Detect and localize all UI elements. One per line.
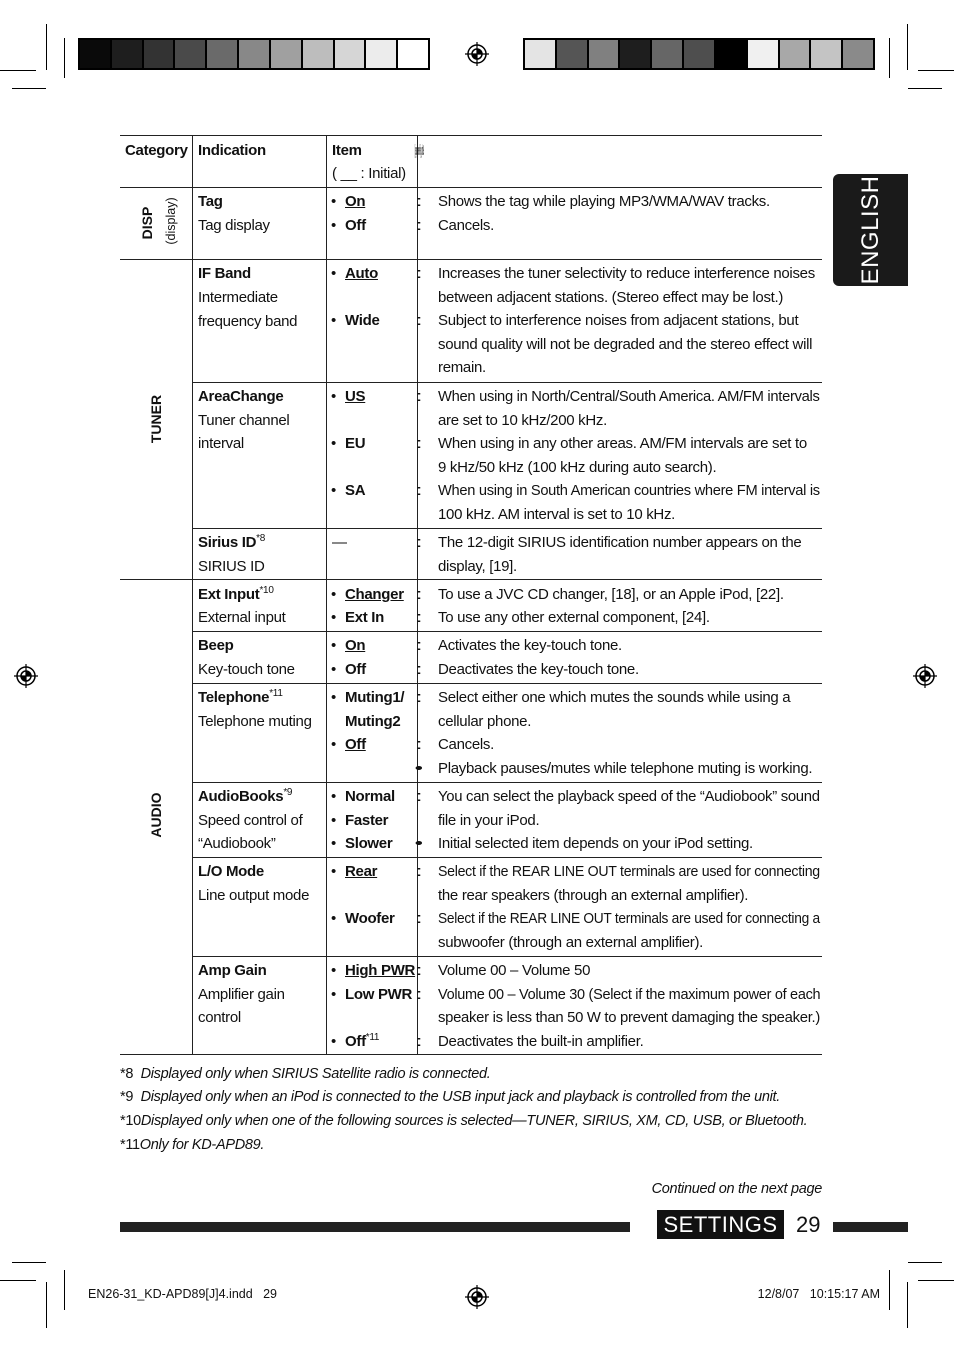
audiobooks-setting: You can select the playback speed of the “Audiobook” sound: [438, 788, 820, 805]
slug-timestamp: 12/8/07 10:15:17 AM: [757, 1287, 880, 1301]
ampgain-name: Amp Gain: [198, 962, 267, 979]
audiobooks-setting: file in your iPod.: [438, 812, 540, 829]
crop-mark: [889, 38, 890, 78]
color-swatch: [239, 40, 271, 68]
areachange-item-us: US: [345, 388, 366, 405]
color-swatch: [271, 40, 303, 68]
color-swatch: [811, 40, 843, 68]
crop-mark: [12, 1262, 46, 1263]
color-swatch: [207, 40, 239, 68]
crop-mark: [0, 70, 36, 71]
ifband-name: IF Band: [198, 265, 251, 282]
tag-desc: Tag display: [198, 217, 270, 234]
header-item: Item: [332, 142, 362, 159]
crop-mark: [907, 24, 908, 70]
color-bar-right: [523, 38, 875, 70]
registration-mark-icon: [913, 664, 937, 688]
footer-rule: [120, 1222, 630, 1232]
header-indication: Indication: [198, 142, 266, 159]
color-swatch: [748, 40, 780, 68]
category-tuner: TUNER: [148, 394, 164, 444]
ifband-desc: Intermediate: [198, 289, 278, 306]
crop-mark: [46, 24, 47, 70]
crop-mark: [889, 1270, 890, 1310]
extinput-desc: External input: [198, 609, 286, 626]
ifband-setting-auto: Increases the tuner selectivity to reduce interference noises: [438, 265, 815, 282]
language-tab: [833, 174, 908, 286]
footnote: *10Displayed only when one of the following sources is selected—TUNER, SIRIUS, XM, CD, USB, or Bluetooth.: [120, 1113, 808, 1129]
color-swatch: [843, 40, 873, 68]
settings-table: Category Indication Item ( __ : Initial) Setting, [reference page] DISP (display) TUNER AUDIO Tag Tag display • On • Off : Shows the tag while playing MP3/WMA/WAV tracks. : Cancels. IF Band Intermediate frequency band • Auto • Wide : Increases the tuner selectivity to reduce interference noises between adjacent stations. (Stereo effect may be lost.) : Subject to interference noises from adjacent stations, but sound quality will not be degraded and the stereo effect will remain. AreaChange Tuner channel interval • US • EU • SA : When using in North/Central/South America. AM/FM intervals are set to 10 kHz/200 kHz. : When using in any other areas. AM/FM intervals are set to 9 kHz/50 kHz (100 kHz during auto search). : When using in South American countries where FM interval is 100 kHz. AM interval is set to 10 kHz. Sirius ID$^{*8}$ SIRIUS ID — : The 12-digit SIRIUS identification number appears on the display, [19]. Ext Input$^{*10}$ External input • Changer • Ext In : To use a JVC CD changer, [18], or an Apple iPod, [22]. : To use any other external component, [24]. Beep Key-touch tone • On • Off : Activates the key-touch tone. : Deactivates the key-touch tone. Telephone$^{*11}$ Telephone muting • Muting1/ Muting2 • Off : Select either one which mutes the sounds while using a cellular phone. : Cancels. • Playback pauses/mutes while telephone muting is working. AudioBooks$^{*9}$ Speed control of “Audiobook” • Normal • Faster • Slower : You can select the playback speed of the “Audiobook” sound file in your iPod. • Initial selected item depends on your iPod setting. L/O Mode Line output mode • Rear • Woofer : Select if the REAR LINE OUT terminals are used for connecting the rear speakers (through an external amplifier). : Select if the REAR LINE OUT terminals are used for connecting a subwoofer (through an external amplifier). Amp Gain Amplifier gain control • High PWR • Low PWR • Off$^{*11}$ : Volume 00 – Volume 50 : Volume 00 – Volume 30 (Select if the maximum power of each speaker is less than 50 W to prevent damaging the speaker.) : Deactivates the built-in amplifier.: [120, 135, 822, 1055]
ifband-item-auto: Auto: [345, 265, 378, 282]
areachange-item-sa: SA: [345, 482, 366, 499]
color-swatch: [557, 40, 589, 68]
audiobooks-item-faster: Faster: [345, 812, 389, 829]
lomode-desc: Line output mode: [198, 887, 310, 904]
telephone-item-muting: Muting1/: [345, 689, 405, 706]
siriusid-item: —: [332, 534, 347, 551]
audiobooks-desc: Speed control of: [198, 812, 303, 829]
beep-setting-on: Activates the key-touch tone.: [438, 637, 622, 654]
category-disp: DISP: [139, 206, 155, 240]
lomode-setting-woofer: subwoofer (through an external amplifier).: [438, 934, 704, 951]
audiobooks-desc: “Audiobook”: [198, 835, 276, 852]
language-tab-label: ENGLISH: [856, 175, 884, 285]
header-setting: Setting, [reference page]: [414, 142, 424, 159]
color-swatch: [175, 40, 207, 68]
lomode-item-rear: Rear: [345, 863, 378, 880]
ifband-desc: frequency band: [198, 313, 298, 330]
color-swatch: [303, 40, 335, 68]
telephone-item-off: Off: [345, 736, 366, 753]
ifband-setting-wide: Subject to interference noises from adjacent stations, but: [438, 312, 799, 329]
tag-setting-off: Cancels.: [438, 217, 494, 234]
crop-mark: [918, 1280, 954, 1281]
crop-mark: [908, 1262, 942, 1263]
siriusid-setting: The 12-digit SIRIUS identification number appears on the: [438, 534, 802, 551]
crop-mark: [918, 70, 954, 71]
continued-note: Continued on the next page: [651, 1181, 822, 1197]
footnote: *11Only for KD-APD89.: [120, 1137, 265, 1153]
registration-mark-icon: [465, 42, 489, 66]
ifband-item-wide: Wide: [345, 312, 380, 329]
telephone-item-muting: Muting2: [345, 713, 401, 730]
areachange-item-eu: EU: [345, 435, 366, 452]
lomode-item-woofer: Woofer: [345, 910, 395, 927]
color-swatch: [684, 40, 716, 68]
slug-filename: EN26-31_KD-APD89[J]4.indd 29: [88, 1287, 277, 1301]
lomode-setting-rear: the rear speakers (through an external amplifier).: [438, 887, 749, 904]
registration-mark-icon: [465, 1285, 489, 1309]
crop-mark: [12, 88, 46, 89]
crop-mark: [64, 38, 65, 78]
ampgain-item-low: Low PWR: [345, 986, 413, 1003]
beep-desc: Key-touch tone: [198, 661, 295, 678]
page-number: 29: [796, 1212, 821, 1237]
areachange-setting-us: are set to 10 kHz/200 kHz.: [438, 412, 607, 429]
lomode-name: L/O Mode: [198, 863, 264, 880]
audiobooks-item-normal: Normal: [345, 788, 395, 805]
beep-item-off: Off: [345, 661, 366, 678]
color-swatch: [620, 40, 652, 68]
ifband-setting-wide: remain.: [438, 359, 486, 376]
footnote: *8 Displayed only when SIRIUS Satellite radio is connected.: [120, 1066, 491, 1082]
color-swatch: [398, 40, 428, 68]
tag-item-on: On: [345, 193, 366, 210]
audiobooks-name: AudioBooks$^{*9}$: [198, 787, 293, 805]
color-swatch: [780, 40, 812, 68]
crop-mark: [907, 1282, 908, 1328]
telephone-note: Playback pauses/mutes while telephone muting is working.: [438, 760, 813, 777]
crop-mark: [908, 88, 942, 89]
ampgain-setting-low: speaker is less than 50 W to prevent damaging the speaker.): [438, 1009, 821, 1026]
extinput-item-changer: Changer: [345, 586, 404, 603]
ampgain-item-high: High PWR: [345, 962, 416, 979]
crop-mark: [0, 1280, 36, 1281]
footer-rule: [833, 1222, 908, 1232]
category-disp-sub: (display): [164, 197, 178, 245]
extinput-setting-extin: To use any other external component, [24].: [438, 609, 710, 626]
areachange-setting-sa: When using in South American countries where FM interval is: [438, 482, 820, 499]
telephone-setting-muting: Select either one which mutes the sounds while using a: [438, 689, 791, 706]
areachange-desc: interval: [198, 435, 244, 452]
crop-mark: [64, 1270, 65, 1310]
category-audio: AUDIO: [148, 792, 164, 838]
color-swatch: [716, 40, 748, 68]
color-swatch: [80, 40, 112, 68]
areachange-setting-eu: 9 kHz/50 kHz (100 kHz during auto search).: [438, 459, 717, 476]
ifband-setting-wide: sound quality will not be degraded and the stereo effect will: [438, 336, 813, 353]
telephone-setting-muting: cellular phone.: [438, 713, 532, 730]
audiobooks-note: Initial selected item depends on your iPod setting.: [438, 835, 753, 852]
tag-setting-on: Shows the tag while playing MP3/WMA/WAV tracks.: [438, 193, 770, 210]
registration-mark-icon: [14, 664, 38, 688]
header-item-note: ( __ : Initial): [332, 165, 406, 182]
tag-item-off: Off: [345, 217, 366, 234]
color-swatch: [525, 40, 557, 68]
ifband-setting-auto: between adjacent stations. (Stereo effect may be lost.): [438, 289, 784, 306]
siriusid-setting: display, [19].: [438, 558, 517, 575]
ampgain-item-off: Off$^{*11}$: [345, 1032, 380, 1050]
audiobooks-item-slower: Slower: [345, 835, 393, 852]
extinput-name: Ext Input$^{*10}$: [198, 585, 274, 603]
areachange-name: AreaChange: [198, 388, 284, 405]
color-swatch: [335, 40, 367, 68]
color-swatch: [144, 40, 176, 68]
beep-item-on: On: [345, 637, 366, 654]
siriusid-name: Sirius ID$^{*8}$: [198, 533, 266, 551]
telephone-name: Telephone$^{*11}$: [198, 688, 283, 706]
color-swatch: [589, 40, 621, 68]
telephone-desc: Telephone muting: [198, 713, 312, 730]
color-swatch: [652, 40, 684, 68]
ampgain-desc: control: [198, 1009, 241, 1026]
header-category: Category: [125, 142, 188, 159]
beep-setting-off: Deactivates the key-touch tone.: [438, 661, 639, 678]
telephone-setting-off: Cancels.: [438, 736, 494, 753]
ampgain-setting-high: Volume 00 – Volume 50: [438, 962, 591, 979]
tag-name: Tag: [198, 193, 223, 210]
ampgain-setting-low: Volume 00 – Volume 30 (Select if the maximum power of each: [438, 986, 821, 1003]
areachange-setting-us: When using in North/Central/South America. AM/FM intervals: [438, 388, 820, 405]
color-swatch: [112, 40, 144, 68]
areachange-setting-sa: 100 kHz. AM interval is set to 10 kHz.: [438, 506, 676, 523]
extinput-item-extin: Ext In: [345, 609, 385, 626]
color-swatch: [366, 40, 398, 68]
crop-mark: [46, 1282, 47, 1328]
areachange-desc: Tuner channel: [198, 412, 290, 429]
ampgain-desc: Amplifier gain: [198, 986, 285, 1003]
ampgain-setting-off: Deactivates the built-in amplifier.: [438, 1033, 644, 1050]
lomode-setting-rear: Select if the REAR LINE OUT terminals are used for connecting: [438, 863, 820, 880]
beep-name: Beep: [198, 637, 234, 654]
areachange-setting-eu: When using in any other areas. AM/FM intervals are set to: [438, 435, 807, 452]
footnote: *9 Displayed only when an iPod is connected to the USB input jack and playback is controlled from the unit.: [120, 1089, 780, 1105]
extinput-setting-changer: To use a JVC CD changer, [18], or an Apple iPod, [22].: [438, 586, 784, 603]
section-label: SETTINGS: [657, 1210, 784, 1239]
siriusid-desc: SIRIUS ID: [198, 558, 265, 575]
color-bar-left: [78, 38, 430, 70]
lomode-setting-woofer: Select if the REAR LINE OUT terminals are used for connecting a: [438, 910, 820, 927]
